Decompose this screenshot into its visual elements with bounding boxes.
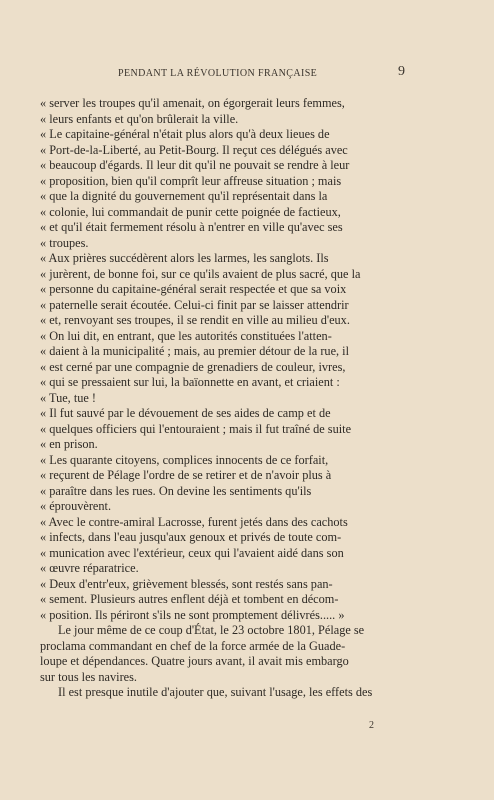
text-line: « Tue, tue ! <box>40 390 97 405</box>
text-line: « jurèrent, de bonne foi, sur ce qu'ils avaient de plus sacré, que la <box>40 266 361 281</box>
text-line: « infects, dans l'eau jusqu'aux genoux et privés de toute com- <box>40 530 342 544</box>
text-line: « proposition, bien qu'il comprît leur affreuse situation ; mais <box>40 173 342 188</box>
text-line: proclama commandant en chef de la force armée de la Guade- <box>40 638 346 653</box>
text-line: « munication avec l'extérieur, ceux qui l'avaient aidé dans son <box>40 545 344 560</box>
text-line: « On lui dit, en entrant, que les autorités constituées l'atten- <box>40 328 332 343</box>
text-line: « et, renvoyant ses troupes, il se rendit en ville au milieu d'eux. <box>40 313 350 327</box>
running-title: PENDANT LA RÉVOLUTION FRANÇAISE <box>118 68 318 79</box>
text-line: « œuvre réparatrice. <box>40 561 139 575</box>
text-line: « sement. Plusieurs autres enflent déjà et tombent en décom- <box>40 592 339 606</box>
text-line: Le jour même de ce coup d'État, le 23 octobre 1801, Pélage se <box>58 623 365 637</box>
signature-mark: 2 <box>369 720 374 731</box>
text-line: « server les troupes qu'il amenait, on égorgerait leurs femmes, <box>40 96 345 110</box>
text-line: « Les quarante citoyens, complices innocents de ce forfait, <box>40 452 329 467</box>
text-line: « est cerné par une compagnie de grenadiers de couleur, ivres, <box>40 359 346 374</box>
text-line: « que la dignité du gouvernement qu'il représentait dans la <box>40 189 328 203</box>
text-line: « daient à la municipalité ; mais, au premier détour de la rue, il <box>40 344 350 358</box>
text-line: « et qu'il était fermement résolu à n'entrer en ville qu'avec ses <box>40 220 343 234</box>
text-line: « troupes. <box>40 235 89 250</box>
text-line: Il est presque inutile d'ajouter que, suivant l'usage, les effets des <box>58 685 373 699</box>
text-line: « éprouvèrent. <box>40 499 112 513</box>
text-line: « personne du capitaine-général serait respectée et que sa voix <box>40 282 347 296</box>
text-line: « Il fut sauvé par le dévouement de ses aides de camp et de <box>40 406 331 420</box>
text-line: « paternelle serait écoutée. Celui-ci finit par se laisser attendrir <box>40 297 349 312</box>
text-line: « quelques officiers qui l'entouraient ; mais il fut traîné de suite <box>40 421 352 436</box>
text-line: « position. Ils périront s'ils ne sont promptement délivrés..... » <box>40 607 345 622</box>
text-line: sur tous les navires. <box>40 669 137 684</box>
text-line: « Deux d'entr'eux, grièvement blessés, sont restés sans pan- <box>40 576 333 591</box>
text-line: « paraître dans les rues. On devine les sentiments qu'ils <box>40 483 312 498</box>
text-line: « qui se pressaient sur lui, la baïonnette en avant, et criaient : <box>40 375 340 389</box>
text-line: « Aux prières succédèrent alors les larmes, les sanglots. Ils <box>40 251 329 265</box>
text-line: « beaucoup d'égards. Il leur dit qu'il ne pouvait se rendre à leur <box>40 158 350 172</box>
page-number: 9 <box>398 64 405 79</box>
text-line: « reçurent de Pélage l'ordre de se retirer et de n'avoir plus à <box>40 468 332 482</box>
body-text <box>40 96 418 701</box>
text-line: « leurs enfants et qu'on brûlerait la ville. <box>40 111 239 126</box>
text-line: « Port-de-la-Liberté, au Petit-Bourg. Il reçut ces délégués avec <box>40 142 348 157</box>
text-line: « Avec le contre-amiral Lacrosse, furent jetés dans des cachots <box>40 514 348 529</box>
text-line: loupe et dépendances. Quatre jours avant, il avait mis embargo <box>40 654 349 668</box>
text-line: « en prison. <box>40 437 98 451</box>
text-line: « colonie, lui commandait de punir cette poignée de factieux, <box>40 204 341 219</box>
text-line: « Le capitaine-général n'était plus alors qu'à deux lieues de <box>40 127 330 141</box>
